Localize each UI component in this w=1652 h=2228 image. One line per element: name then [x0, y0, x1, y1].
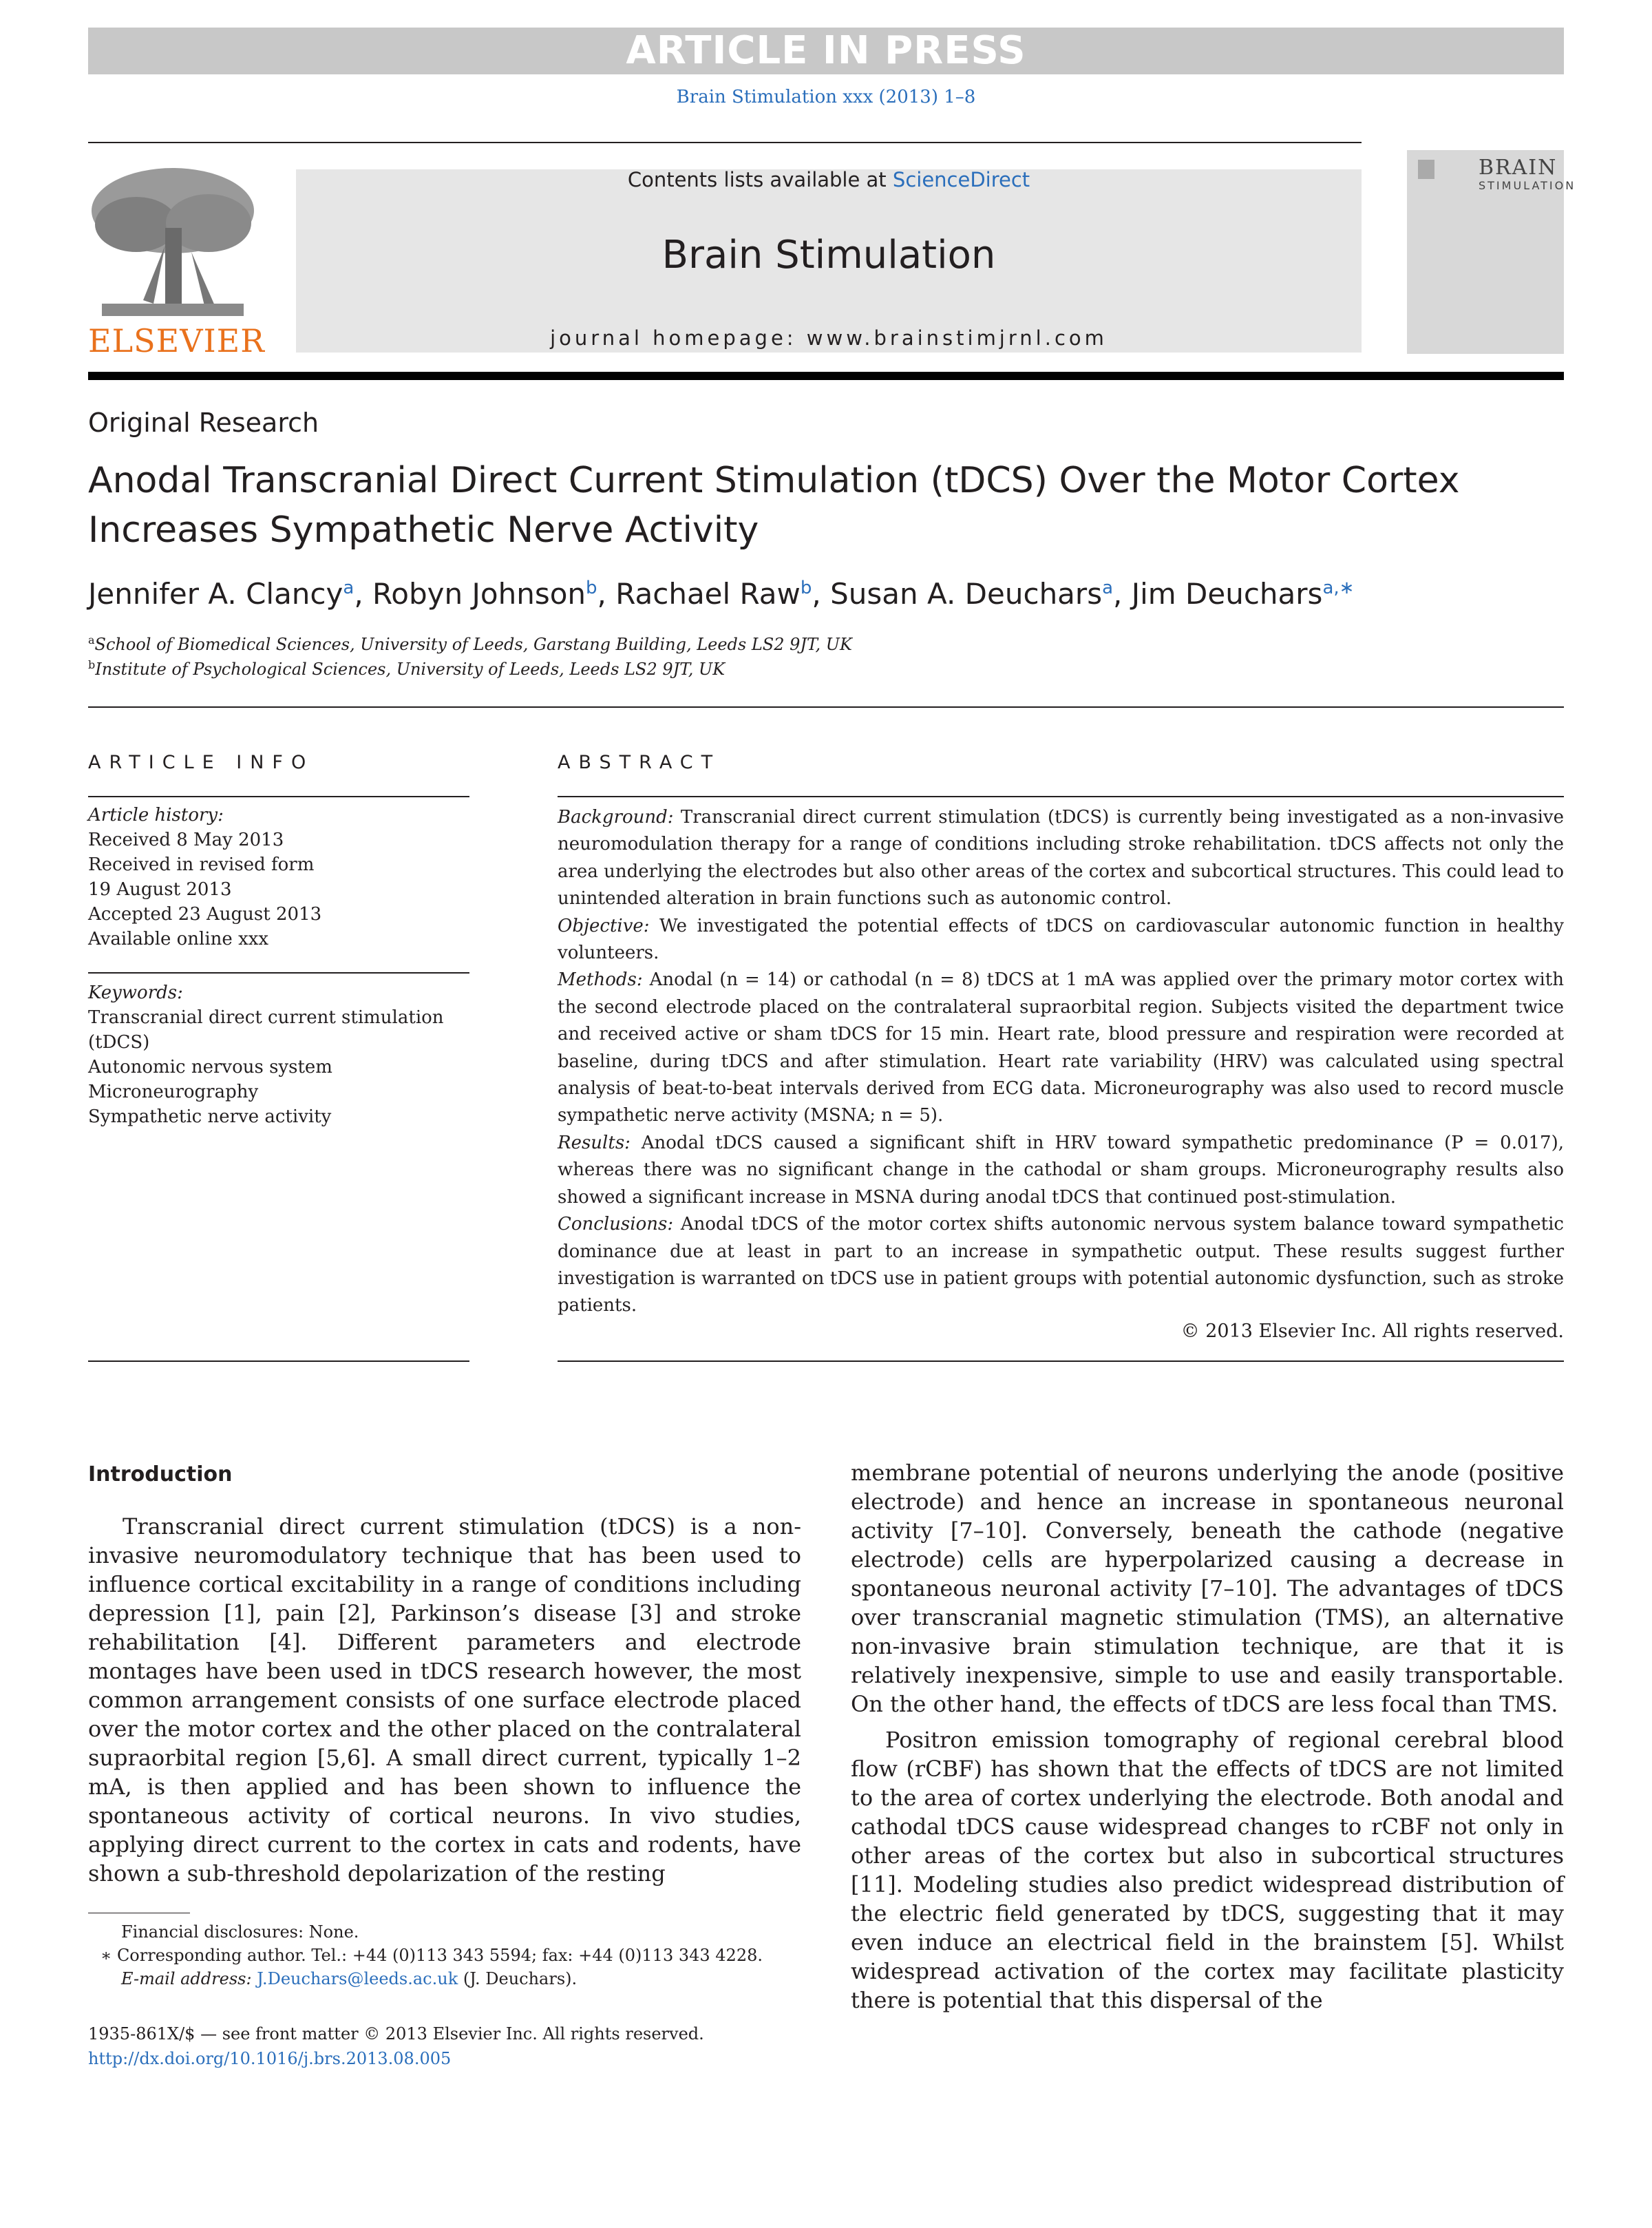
- footnote-disclosures: Financial disclosures: None.: [121, 1922, 359, 1942]
- journal-title: Brain Stimulation: [661, 233, 996, 277]
- article-title-line-2: Increases Sympathetic Nerve Activity: [88, 509, 759, 551]
- contents-line: [296, 168, 1362, 191]
- history-item: Received 8 May 2013: [88, 830, 284, 850]
- section-heading: Introduction: [88, 1462, 233, 1486]
- cover-title: BRAIN: [1479, 156, 1558, 180]
- title-rule: [88, 706, 1564, 708]
- author-name[interactable]: Rachael Raw: [615, 577, 801, 611]
- author-name[interactable]: Jim Deuchars: [1131, 577, 1323, 611]
- author-affiliation-mark[interactable]: b: [800, 578, 812, 598]
- abstract-rule: [558, 1360, 1564, 1362]
- abstract-text: We investigated the potential effects of tDCS on cardiovascular autonomic function in healthy volunteers.: [558, 915, 1564, 964]
- info-rule: [88, 972, 469, 974]
- email-link[interactable]: J.Deuchars@leeds.ac.uk: [257, 1969, 458, 1988]
- elsevier-wordmark: ELSEVIER: [88, 322, 265, 359]
- affiliation-mark: a: [88, 633, 95, 647]
- abstract-body: [558, 804, 1564, 1320]
- elsevier-logo: [88, 162, 265, 362]
- abstract-label: Background:: [558, 807, 674, 828]
- body-column-left: [88, 1512, 801, 1888]
- body-paragraph: Transcranial direct current stimulation (tDCS) is a non-invasive neuromodulatory technique that has been used to influence cortical excitability in a range of conditions including depression [1], pain [2], Parkinson’s disease [3] and stroke rehabilitation [4]. Different parameters and electrode montages have been used in tDCS research however, the most common arrangement consists of one surface electrode placed over the motor cortex and the other placed on the contralateral supraorbital region [5,6]. A small direct current, typically 1–2 mA, is then applied and has been shown to influence the spontaneous activity of cortical neurons. In vivo studies, applying direct current to the cortex in cats and rodents, have shown a sub-threshold depolarization of the resting: [88, 1513, 801, 1887]
- cover-logo-icon: [1418, 160, 1434, 179]
- masthead-rule: [88, 372, 1564, 380]
- article-info-heading: ARTICLE INFO: [88, 752, 315, 773]
- affiliation: [88, 658, 725, 679]
- author-affiliation-mark[interactable]: a: [343, 578, 354, 598]
- abstract-conclusions: [558, 1211, 1564, 1320]
- abstract-rule: [558, 796, 1564, 797]
- journal-homepage[interactable]: journal homepage: www.brainstimjrnl.com: [550, 326, 1108, 350]
- keyword: (tDCS): [88, 1032, 150, 1053]
- sciencedirect-link[interactable]: ScienceDirect: [892, 168, 1030, 191]
- affiliation-mark: b: [88, 658, 96, 671]
- abstract-text: Anodal tDCS caused a significant shift in HRV toward sympathetic predominance (P = 0.017), whereas there was no significant change in the cathodal or sham groups. Microneurography results also showed a significant increase in MSNA during anodal tDCS that continued post-stimulation.: [558, 1132, 1564, 1208]
- body-column-right: [851, 1458, 1564, 2015]
- abstract-label: Objective:: [558, 915, 650, 936]
- keyword: Sympathetic nerve activity: [88, 1106, 332, 1127]
- affiliation-text: Institute of Psychological Sciences, University of Leeds, Leeds LS2 9JT, UK: [95, 660, 726, 679]
- abstract-text: Anodal (n = 14) or cathodal (n = 8) tDCS at 1 mA was applied over the primary motor cortex with the second electrode placed on the contralateral supraorbital region. Subjects visited the department twice and received active or sham tDCS for 15 min. Heart rate, blood pressure and respiration were recorded at baseline, during tDCS and after stimulation. Heart rate variability (HRV) was calculated using spectral analysis of beat-to-beat intervals derived from ECG data. Microneurography was also used to record muscle sympathetic nerve activity (MSNA; n = 5).: [558, 969, 1564, 1126]
- history-item: Received in revised form: [88, 854, 315, 875]
- abstract-methods: [558, 967, 1564, 1129]
- issn-line: 1935-861X/$ — see front matter © 2013 Elsevier Inc. All rights reserved.: [88, 2024, 704, 2043]
- header-rule: [88, 142, 1362, 143]
- info-rule: [88, 796, 469, 797]
- body-paragraph: membrane potential of neurons underlying the anode (positive electrode) and hence an increase in spontaneous neuronal activity [7–10]. Conversely, beneath the cathode (negative electrode) cells are hyperpolarized causing a decrease in spontaneous neuronal activity [7–10]. The advantages of tDCS over transcranial magnetic stimulation (TMS), an alternative non-invasive brain stimulation technique, are that it is relatively inexpensive, simple to use and easily transportable. On the other hand, the effects of tDCS are less focal than TMS.: [851, 1460, 1564, 1717]
- abstract-text: Transcranial direct current stimulation (tDCS) is currently being investigated as a non-invasive neuromodulation therapy for a range of conditions including stroke rehabilitation. tDCS affects not only the area underlying the electrodes but also other areas of the cortex and subcortical structures. This could lead to unintended alteration in brain functions such as autonomic control.: [558, 807, 1564, 910]
- abstract-results: [558, 1130, 1564, 1211]
- abstract-label: Conclusions:: [558, 1214, 674, 1235]
- contents-prefix: Contents lists available at: [627, 168, 893, 191]
- article-in-press-banner: ARTICLE IN PRESS: [88, 28, 1564, 74]
- footnote-corresponding: ∗ Corresponding author. Tel.: +44 (0)113 343 5594; fax: +44 (0)113 343 4228.: [100, 1946, 763, 1965]
- history-item: Available online xxx: [88, 929, 269, 949]
- affiliation: [88, 633, 852, 654]
- email-label: E-mail address:: [121, 1969, 257, 1988]
- author-name[interactable]: Susan A. Deuchars: [830, 577, 1103, 611]
- keyword: Transcranial direct current stimulation: [88, 1007, 444, 1028]
- keywords: [88, 980, 444, 1129]
- abstract-label: Methods:: [558, 969, 643, 991]
- author-affiliation-mark[interactable]: b: [586, 578, 597, 598]
- history-item: 19 August 2013: [88, 879, 232, 900]
- email-suffix: (J. Deuchars).: [458, 1969, 578, 1988]
- author-affiliation-mark[interactable]: a: [1102, 578, 1114, 598]
- article-title-line-1: Anodal Transcranial Direct Current Stimulation (tDCS) Over the Motor Cortex: [88, 460, 1460, 501]
- abstract-heading: ABSTRACT: [558, 752, 721, 773]
- copyright-notice: © 2013 Elsevier Inc. All rights reserved.: [1180, 1321, 1564, 1342]
- article-history: [88, 803, 321, 952]
- affiliation-text: School of Biomedical Sciences, University of Leeds, Garstang Building, Leeds LS2 9JT, UK: [94, 635, 852, 654]
- doi-link[interactable]: http://dx.doi.org/10.1016/j.brs.2013.08.005: [88, 2049, 452, 2068]
- author-affiliation-mark[interactable]: a,∗: [1322, 578, 1355, 598]
- author-list: Jennifer A. Clancy$^a$, Robyn Johnson$^b$, Rachael Raw$^b$, Susan A. Deuchars$^a$, Jim Deuchars$^{a,∗}$: [88, 577, 1355, 611]
- author-name[interactable]: Robyn Johnson: [372, 577, 586, 611]
- article-type: Original Research: [88, 408, 319, 438]
- keyword: Autonomic nervous system: [88, 1057, 332, 1078]
- history-item: Accepted 23 August 2013: [88, 904, 322, 925]
- body-paragraph: Positron emission tomography of regional cerebral blood flow (rCBF) has shown that the effects of tDCS are not limited to the area of cortex underlying the electrode. Both anodal and cathodal tDCS cause widespread changes to rCBF not only in other areas of the cortex but also in subcortical structures [11]. Modeling studies also predict widespread distribution of the electric field generated by tDCS, suggesting that it may even induce an electrical field in the brainstem [5]. Whilst widespread activation of the cortex may facilitate plasticity there is potential that this dispersal of the: [851, 1727, 1564, 2013]
- info-rule: [88, 1360, 469, 1362]
- footnote-email: [121, 1969, 577, 1988]
- abstract-background: [558, 804, 1564, 913]
- keyword: Microneurography: [88, 1082, 259, 1102]
- keywords-label: Keywords:: [88, 982, 183, 1003]
- abstract-text: Anodal tDCS of the motor cortex shifts autonomic nervous system balance toward sympathetic dominance due at least in part to an increase in sympathetic output. These results suggest further investigation is warranted on tDCS use in patient groups with potential autonomic dysfunction, such as stroke patients.: [558, 1214, 1564, 1316]
- abstract-label: Results:: [558, 1132, 631, 1153]
- journal-citation[interactable]: Brain Stimulation xxx (2013) 1–8: [676, 87, 976, 107]
- cover-subtitle: STIMULATION: [1479, 179, 1576, 192]
- abstract-objective: [558, 913, 1564, 967]
- history-label: Article history:: [88, 805, 224, 826]
- author-name[interactable]: Jennifer A. Clancy: [88, 577, 343, 611]
